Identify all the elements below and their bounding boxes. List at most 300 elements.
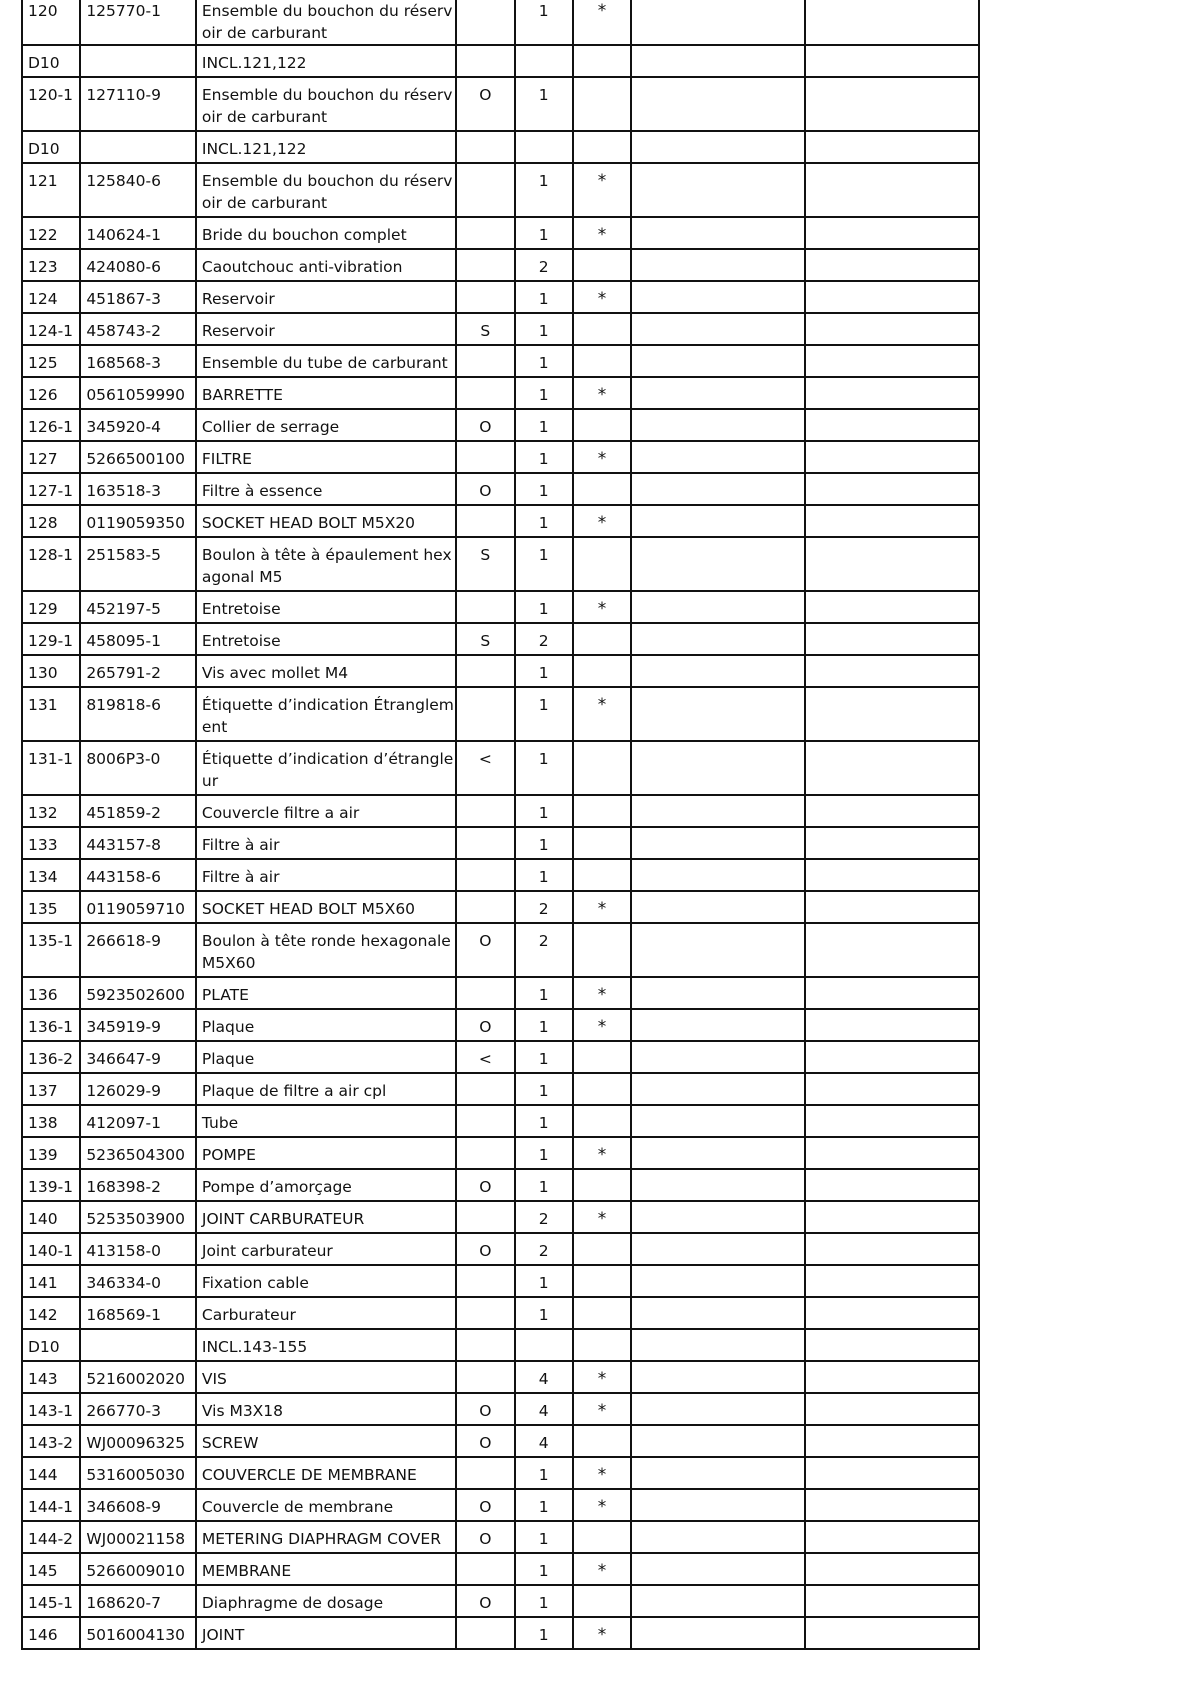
quantity-cell: 2 bbox=[515, 891, 573, 923]
description-cell: Filtre à air bbox=[196, 827, 456, 859]
quantity-cell: 4 bbox=[515, 1425, 573, 1457]
ref-number-cell: 143-2 bbox=[22, 1425, 80, 1457]
part-number-cell: 0119059710 bbox=[80, 891, 196, 923]
note-code-cell bbox=[456, 45, 514, 77]
table-row bbox=[22, 0, 979, 45]
blank-cell bbox=[805, 1489, 979, 1521]
blank-cell bbox=[805, 1169, 979, 1201]
blank-cell bbox=[805, 1617, 979, 1649]
table-row bbox=[22, 795, 979, 827]
blank-cell bbox=[631, 45, 805, 77]
description-cell: SOCKET HEAD BOLT M5X20 bbox=[196, 505, 456, 537]
description-cell: Vis avec mollet M4 bbox=[196, 655, 456, 687]
part-number-cell: 8006P3-0 bbox=[80, 741, 196, 795]
description-cell: JOINT CARBURATEUR bbox=[196, 1201, 456, 1233]
note-code-cell: S bbox=[456, 623, 514, 655]
note-code-cell: O bbox=[456, 1521, 514, 1553]
marker-cell: * bbox=[573, 1617, 631, 1649]
part-number-cell: 346334-0 bbox=[80, 1265, 196, 1297]
quantity-cell: 1 bbox=[515, 1521, 573, 1553]
blank-cell bbox=[805, 441, 979, 473]
description-cell: Boulon à tête ronde hexagonale M5X60 bbox=[196, 923, 456, 977]
blank-cell bbox=[631, 1137, 805, 1169]
part-number-cell: 458095-1 bbox=[80, 623, 196, 655]
description-cell: Filtre à air bbox=[196, 859, 456, 891]
note-code-cell: O bbox=[456, 1169, 514, 1201]
ref-number-cell: 136 bbox=[22, 977, 80, 1009]
quantity-cell bbox=[515, 45, 573, 77]
part-number-cell: 0561059990 bbox=[80, 377, 196, 409]
note-code-cell: O bbox=[456, 409, 514, 441]
quantity-cell bbox=[515, 131, 573, 163]
blank-cell bbox=[805, 77, 979, 131]
part-number-cell: 266618-9 bbox=[80, 923, 196, 977]
blank-cell bbox=[805, 1361, 979, 1393]
blank-cell bbox=[805, 687, 979, 741]
quantity-cell: 1 bbox=[515, 687, 573, 741]
note-code-cell bbox=[456, 249, 514, 281]
table-row bbox=[22, 977, 979, 1009]
note-code-cell: < bbox=[456, 1041, 514, 1073]
note-code-cell bbox=[456, 977, 514, 1009]
blank-cell bbox=[631, 537, 805, 591]
blank-cell bbox=[631, 977, 805, 1009]
part-number-cell: 168569-1 bbox=[80, 1297, 196, 1329]
blank-cell bbox=[805, 345, 979, 377]
blank-cell bbox=[631, 1553, 805, 1585]
ref-number-cell: 128 bbox=[22, 505, 80, 537]
part-number-cell bbox=[80, 131, 196, 163]
quantity-cell: 1 bbox=[515, 217, 573, 249]
description-cell: JOINT bbox=[196, 1617, 456, 1649]
ref-number-cell: 139-1 bbox=[22, 1169, 80, 1201]
blank-cell bbox=[631, 591, 805, 623]
blank-cell bbox=[805, 131, 979, 163]
part-number-cell: 443158-6 bbox=[80, 859, 196, 891]
marker-cell bbox=[573, 537, 631, 591]
description-cell: Filtre à essence bbox=[196, 473, 456, 505]
quantity-cell: 1 bbox=[515, 505, 573, 537]
part-number-cell: 140624-1 bbox=[80, 217, 196, 249]
marker-cell bbox=[573, 1105, 631, 1137]
blank-cell bbox=[805, 795, 979, 827]
quantity-cell: 1 bbox=[515, 827, 573, 859]
blank-cell bbox=[631, 1521, 805, 1553]
part-number-cell: 126029-9 bbox=[80, 1073, 196, 1105]
quantity-cell: 1 bbox=[515, 1457, 573, 1489]
note-code-cell bbox=[456, 591, 514, 623]
ref-number-cell: 129-1 bbox=[22, 623, 80, 655]
quantity-cell: 1 bbox=[515, 313, 573, 345]
blank-cell bbox=[805, 313, 979, 345]
blank-cell bbox=[805, 977, 979, 1009]
ref-number-cell: 124 bbox=[22, 281, 80, 313]
description-cell: Plaque bbox=[196, 1009, 456, 1041]
description-cell: INCL.121,122 bbox=[196, 45, 456, 77]
ref-number-cell: 137 bbox=[22, 1073, 80, 1105]
quantity-cell: 1 bbox=[515, 591, 573, 623]
note-code-cell: O bbox=[456, 77, 514, 131]
table-row bbox=[22, 1585, 979, 1617]
note-code-cell bbox=[456, 1361, 514, 1393]
part-number-cell: 168620-7 bbox=[80, 1585, 196, 1617]
blank-cell bbox=[631, 77, 805, 131]
description-cell: Bride du bouchon complet bbox=[196, 217, 456, 249]
marker-cell: * bbox=[573, 0, 631, 45]
marker-cell: * bbox=[573, 687, 631, 741]
note-code-cell: O bbox=[456, 1233, 514, 1265]
note-code-cell bbox=[456, 687, 514, 741]
blank-cell bbox=[631, 1489, 805, 1521]
blank-cell bbox=[805, 281, 979, 313]
part-number-cell: 5236504300 bbox=[80, 1137, 196, 1169]
table-row bbox=[22, 505, 979, 537]
blank-cell bbox=[805, 1521, 979, 1553]
ref-number-cell: 135 bbox=[22, 891, 80, 923]
note-code-cell bbox=[456, 1105, 514, 1137]
part-number-cell: 451859-2 bbox=[80, 795, 196, 827]
blank-cell bbox=[805, 45, 979, 77]
part-number-cell: 5016004130 bbox=[80, 1617, 196, 1649]
note-code-cell bbox=[456, 345, 514, 377]
table-row bbox=[22, 1553, 979, 1585]
quantity-cell: 4 bbox=[515, 1361, 573, 1393]
table-row bbox=[22, 1521, 979, 1553]
note-code-cell: < bbox=[456, 741, 514, 795]
marker-cell bbox=[573, 409, 631, 441]
quantity-cell: 2 bbox=[515, 249, 573, 281]
blank-cell bbox=[631, 827, 805, 859]
ref-number-cell: 140 bbox=[22, 1201, 80, 1233]
note-code-cell bbox=[456, 0, 514, 45]
marker-cell: * bbox=[573, 163, 631, 217]
quantity-cell: 1 bbox=[515, 1137, 573, 1169]
description-cell: Carburateur bbox=[196, 1297, 456, 1329]
part-number-cell: 424080-6 bbox=[80, 249, 196, 281]
part-number-cell: 251583-5 bbox=[80, 537, 196, 591]
blank-cell bbox=[805, 1009, 979, 1041]
blank-cell bbox=[805, 741, 979, 795]
ref-number-cell: D10 bbox=[22, 131, 80, 163]
blank-cell bbox=[631, 281, 805, 313]
blank-cell bbox=[805, 0, 979, 45]
ref-number-cell: 146 bbox=[22, 1617, 80, 1649]
note-code-cell bbox=[456, 1457, 514, 1489]
blank-cell bbox=[631, 1105, 805, 1137]
description-cell: BARRETTE bbox=[196, 377, 456, 409]
description-cell: Caoutchouc anti-vibration bbox=[196, 249, 456, 281]
blank-cell bbox=[805, 1201, 979, 1233]
marker-cell: * bbox=[573, 591, 631, 623]
part-number-cell: 458743-2 bbox=[80, 313, 196, 345]
table-row bbox=[22, 313, 979, 345]
quantity-cell: 1 bbox=[515, 1585, 573, 1617]
marker-cell: * bbox=[573, 217, 631, 249]
blank-cell bbox=[805, 377, 979, 409]
part-number-cell: 168568-3 bbox=[80, 345, 196, 377]
blank-cell bbox=[631, 1425, 805, 1457]
blank-cell bbox=[631, 1169, 805, 1201]
ref-number-cell: 124-1 bbox=[22, 313, 80, 345]
note-code-cell bbox=[456, 1329, 514, 1361]
quantity-cell: 1 bbox=[515, 1265, 573, 1297]
parts-list-page bbox=[21, 0, 980, 1650]
marker-cell bbox=[573, 473, 631, 505]
blank-cell bbox=[631, 1233, 805, 1265]
quantity-cell: 1 bbox=[515, 1009, 573, 1041]
quantity-cell: 2 bbox=[515, 623, 573, 655]
table-row bbox=[22, 1201, 979, 1233]
quantity-cell: 1 bbox=[515, 1073, 573, 1105]
marker-cell bbox=[573, 313, 631, 345]
table-row bbox=[22, 591, 979, 623]
marker-cell: * bbox=[573, 281, 631, 313]
marker-cell: * bbox=[573, 1553, 631, 1585]
blank-cell bbox=[805, 591, 979, 623]
blank-cell bbox=[805, 923, 979, 977]
description-cell: Plaque bbox=[196, 1041, 456, 1073]
marker-cell: * bbox=[573, 1201, 631, 1233]
description-cell: Vis M3X18 bbox=[196, 1393, 456, 1425]
ref-number-cell: 136-2 bbox=[22, 1041, 80, 1073]
ref-number-cell: 131-1 bbox=[22, 741, 80, 795]
quantity-cell: 1 bbox=[515, 0, 573, 45]
quantity-cell: 1 bbox=[515, 1617, 573, 1649]
quantity-cell: 1 bbox=[515, 537, 573, 591]
marker-cell bbox=[573, 795, 631, 827]
blank-cell bbox=[805, 1425, 979, 1457]
blank-cell bbox=[805, 1393, 979, 1425]
blank-cell bbox=[805, 1073, 979, 1105]
ref-number-cell: 127-1 bbox=[22, 473, 80, 505]
blank-cell bbox=[631, 1585, 805, 1617]
ref-number-cell: 143 bbox=[22, 1361, 80, 1393]
table-row bbox=[22, 1425, 979, 1457]
description-cell: Joint carburateur bbox=[196, 1233, 456, 1265]
part-number-cell: 345919-9 bbox=[80, 1009, 196, 1041]
blank-cell bbox=[805, 1233, 979, 1265]
ref-number-cell: 120-1 bbox=[22, 77, 80, 131]
note-code-cell: S bbox=[456, 313, 514, 345]
blank-cell bbox=[805, 891, 979, 923]
description-cell: Ensemble du bouchon du réservoir de carburant bbox=[196, 0, 456, 45]
blank-cell bbox=[631, 441, 805, 473]
marker-cell bbox=[573, 741, 631, 795]
ref-number-cell: 143-1 bbox=[22, 1393, 80, 1425]
description-cell: Diaphragme de dosage bbox=[196, 1585, 456, 1617]
ref-number-cell: 135-1 bbox=[22, 923, 80, 977]
table-row bbox=[22, 537, 979, 591]
description-cell: Ensemble du bouchon du réservoir de carburant bbox=[196, 163, 456, 217]
table-row bbox=[22, 1457, 979, 1489]
marker-cell bbox=[573, 1169, 631, 1201]
blank-cell bbox=[631, 1265, 805, 1297]
quantity-cell: 4 bbox=[515, 1393, 573, 1425]
description-cell: VIS bbox=[196, 1361, 456, 1393]
blank-cell bbox=[805, 655, 979, 687]
blank-cell bbox=[805, 537, 979, 591]
blank-cell bbox=[805, 1553, 979, 1585]
part-number-cell: 5216002020 bbox=[80, 1361, 196, 1393]
part-number-cell: WJ00021158 bbox=[80, 1521, 196, 1553]
part-number-cell: 346608-9 bbox=[80, 1489, 196, 1521]
note-code-cell bbox=[456, 655, 514, 687]
table-row bbox=[22, 891, 979, 923]
part-number-cell: 5266500100 bbox=[80, 441, 196, 473]
table-row bbox=[22, 131, 979, 163]
blank-cell bbox=[805, 1105, 979, 1137]
note-code-cell bbox=[456, 1297, 514, 1329]
description-cell: FILTRE bbox=[196, 441, 456, 473]
description-cell: METERING DIAPHRAGM COVER bbox=[196, 1521, 456, 1553]
quantity-cell: 2 bbox=[515, 1233, 573, 1265]
blank-cell bbox=[631, 623, 805, 655]
table-row bbox=[22, 345, 979, 377]
blank-cell bbox=[805, 623, 979, 655]
description-cell: Ensemble du bouchon du réservoir de carburant bbox=[196, 77, 456, 131]
blank-cell bbox=[805, 827, 979, 859]
part-number-cell: 346647-9 bbox=[80, 1041, 196, 1073]
quantity-cell: 1 bbox=[515, 1553, 573, 1585]
blank-cell bbox=[805, 505, 979, 537]
marker-cell bbox=[573, 1073, 631, 1105]
quantity-cell bbox=[515, 1329, 573, 1361]
quantity-cell: 1 bbox=[515, 473, 573, 505]
note-code-cell: O bbox=[456, 473, 514, 505]
blank-cell bbox=[631, 217, 805, 249]
ref-number-cell: 126-1 bbox=[22, 409, 80, 441]
blank-cell bbox=[631, 163, 805, 217]
table-row bbox=[22, 859, 979, 891]
table-row bbox=[22, 1361, 979, 1393]
part-number-cell: 0119059350 bbox=[80, 505, 196, 537]
quantity-cell: 2 bbox=[515, 923, 573, 977]
description-cell: SCREW bbox=[196, 1425, 456, 1457]
description-cell: Boulon à tête à épaulement hexagonal M5 bbox=[196, 537, 456, 591]
table-row bbox=[22, 1105, 979, 1137]
blank-cell bbox=[805, 1265, 979, 1297]
note-code-cell: O bbox=[456, 1585, 514, 1617]
ref-number-cell: 145 bbox=[22, 1553, 80, 1585]
quantity-cell: 1 bbox=[515, 163, 573, 217]
quantity-cell: 1 bbox=[515, 795, 573, 827]
ref-number-cell: 128-1 bbox=[22, 537, 80, 591]
description-cell: Reservoir bbox=[196, 281, 456, 313]
part-number-cell: 5266009010 bbox=[80, 1553, 196, 1585]
quantity-cell: 1 bbox=[515, 281, 573, 313]
note-code-cell bbox=[456, 131, 514, 163]
table-row bbox=[22, 163, 979, 217]
ref-number-cell: 130 bbox=[22, 655, 80, 687]
marker-cell: * bbox=[573, 1361, 631, 1393]
quantity-cell: 1 bbox=[515, 1041, 573, 1073]
table-row bbox=[22, 1297, 979, 1329]
blank-cell bbox=[805, 1585, 979, 1617]
part-number-cell: 163518-3 bbox=[80, 473, 196, 505]
part-number-cell: 451867-3 bbox=[80, 281, 196, 313]
note-code-cell bbox=[456, 827, 514, 859]
blank-cell bbox=[631, 0, 805, 45]
table-row bbox=[22, 741, 979, 795]
blank-cell bbox=[631, 891, 805, 923]
description-cell: Collier de serrage bbox=[196, 409, 456, 441]
marker-cell: * bbox=[573, 1393, 631, 1425]
blank-cell bbox=[631, 1457, 805, 1489]
part-number-cell: 265791-2 bbox=[80, 655, 196, 687]
note-code-cell: O bbox=[456, 1425, 514, 1457]
marker-cell bbox=[573, 623, 631, 655]
blank-cell bbox=[631, 473, 805, 505]
ref-number-cell: 122 bbox=[22, 217, 80, 249]
table-row bbox=[22, 281, 979, 313]
table-row bbox=[22, 441, 979, 473]
marker-cell bbox=[573, 249, 631, 281]
part-number-cell: 345920-4 bbox=[80, 409, 196, 441]
ref-number-cell: 129 bbox=[22, 591, 80, 623]
part-number-cell: WJ00096325 bbox=[80, 1425, 196, 1457]
parts-table-body bbox=[22, 0, 979, 1649]
blank-cell bbox=[805, 1457, 979, 1489]
note-code-cell bbox=[456, 281, 514, 313]
marker-cell: * bbox=[573, 977, 631, 1009]
part-number-cell: 168398-2 bbox=[80, 1169, 196, 1201]
marker-cell bbox=[573, 1265, 631, 1297]
part-number-cell bbox=[80, 1329, 196, 1361]
blank-cell bbox=[631, 409, 805, 441]
note-code-cell bbox=[456, 1073, 514, 1105]
part-number-cell: 443157-8 bbox=[80, 827, 196, 859]
table-row bbox=[22, 1137, 979, 1169]
ref-number-cell: 126 bbox=[22, 377, 80, 409]
marker-cell bbox=[573, 1585, 631, 1617]
blank-cell bbox=[631, 345, 805, 377]
note-code-cell bbox=[456, 859, 514, 891]
quantity-cell: 1 bbox=[515, 977, 573, 1009]
description-cell: Étiquette d’indication Étranglement bbox=[196, 687, 456, 741]
part-number-cell: 266770-3 bbox=[80, 1393, 196, 1425]
table-row bbox=[22, 1617, 979, 1649]
table-row bbox=[22, 473, 979, 505]
ref-number-cell: 140-1 bbox=[22, 1233, 80, 1265]
table-row bbox=[22, 45, 979, 77]
description-cell: Fixation cable bbox=[196, 1265, 456, 1297]
marker-cell: * bbox=[573, 891, 631, 923]
blank-cell bbox=[631, 1393, 805, 1425]
quantity-cell: 1 bbox=[515, 441, 573, 473]
table-row bbox=[22, 1169, 979, 1201]
note-code-cell: O bbox=[456, 1393, 514, 1425]
marker-cell bbox=[573, 131, 631, 163]
marker-cell bbox=[573, 859, 631, 891]
marker-cell bbox=[573, 345, 631, 377]
marker-cell bbox=[573, 655, 631, 687]
note-code-cell bbox=[456, 1265, 514, 1297]
ref-number-cell: D10 bbox=[22, 1329, 80, 1361]
blank-cell bbox=[631, 1329, 805, 1361]
blank-cell bbox=[805, 217, 979, 249]
description-cell: Pompe d’amorçage bbox=[196, 1169, 456, 1201]
description-cell: Étiquette d’indication d’étrangleur bbox=[196, 741, 456, 795]
ref-number-cell: 138 bbox=[22, 1105, 80, 1137]
description-cell: Tube bbox=[196, 1105, 456, 1137]
blank-cell bbox=[631, 1361, 805, 1393]
table-row bbox=[22, 1041, 979, 1073]
marker-cell bbox=[573, 45, 631, 77]
description-cell: SOCKET HEAD BOLT M5X60 bbox=[196, 891, 456, 923]
note-code-cell bbox=[456, 1137, 514, 1169]
quantity-cell: 2 bbox=[515, 1201, 573, 1233]
marker-cell bbox=[573, 1297, 631, 1329]
